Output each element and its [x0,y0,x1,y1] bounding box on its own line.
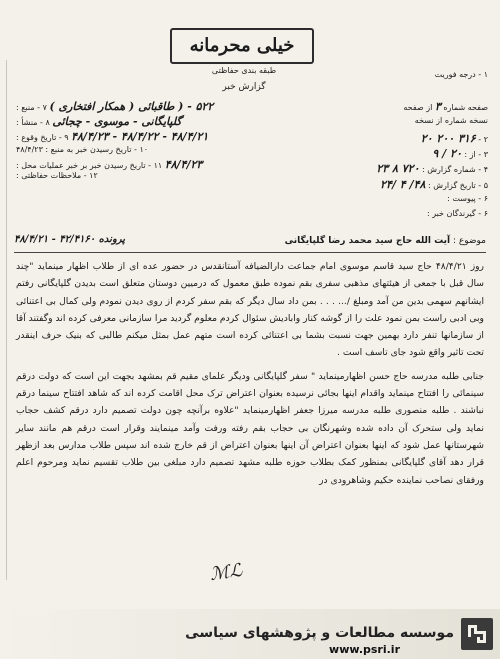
report-number-value: ۷۲۰ ۸ ۲۳ [376,162,420,175]
classification-label: طبقه بندی حفاظتی [211,66,277,75]
origin-value: گلپایگانی - موسوی - چجائی [52,115,182,128]
institute-logo-icon [460,617,494,651]
occurrence-date-label: ۹ - تاریخ وقوع : [16,133,69,142]
page-of-label: از [426,103,433,112]
operations-receipt-label: ۱۱ - تاریخ رسیدن خبر بر خبر عملیات محل : [16,161,163,170]
item-2-value: ۳۱۶ ۲۰۰ ۲۰ [420,132,476,145]
from-value: ۲۰ / ۹ [432,147,462,160]
report-body [16,258,484,609]
from-row [432,147,488,160]
margin-line [6,60,7,580]
copy-number-label: نسخه شماره [444,116,488,125]
security-notes-row: ۱۲ - ملاحظات حفاظتی : [16,171,98,180]
operations-receipt-value: ۴۸/۴/۲۳ [164,158,203,171]
report-date-label: ۵ - تاریخ گزارش : [427,181,488,190]
occurrence-date-row [16,130,208,143]
handwritten-signature: ℳℒ [208,559,244,586]
from-label: ۳ - از : [464,150,488,159]
page-number-row [403,100,488,113]
attachment-row: ۶ - پیوست : [447,194,488,203]
report-label: گزارش خبر [222,82,266,92]
subject-divider [14,252,486,253]
copy-of-label: از [436,116,443,125]
subject-label: موضوع : [452,236,486,246]
copy-label: نسخه [414,116,434,125]
footer-watermark [0,609,500,659]
occurrence-date-value: ۴۸/۴/۲۱ - ۴۸/۴/۲۲ - ۴۸/۴/۲۳ [71,130,209,143]
source-row [16,100,213,113]
copy-number-row [415,116,488,125]
page-number-label: صفحه شماره [443,103,488,112]
institute-title: موسسه مطالعات و پژوهشهای سیاسی [185,625,454,641]
origin-row [16,115,182,128]
source-value: ۵۲۲ - ( طاقبائی ( همکار افتخاری ) [49,100,214,113]
source-receipt-row: ۱۰ - تاریخ رسیدن خبر به منبع : ۴۸/۴/۲۳ [16,145,149,154]
item-2-label: ۲ - [475,135,488,144]
report-number-row [376,162,488,175]
subject-reference: پرونده ۴۲/۴۱۶۰ - ۴۸/۴/۲۱ [14,234,126,245]
page-number-value: ۳ [434,100,441,113]
body-paragraph: جنابی طلبه مدرسه حاج حسن اظهارمینماید " سفر گلپایگانی ودیگر علمای مقیم قم بمشهد بجهت این است که دولت درقم سینمائی را افتتاح مینماید واقدام اینها بجائی نرسیده بعنوان اعتراض ترک محل اقامت کرده اند که شاهد افتتاح سینما درقم نباشند . طلبه منصوری طلبه مدرسه میرزا جعفر اظهارمینماید "علاوه برآنچه چون دولت تصمیم دارد درقم کشف حجاب نماید ولی ستحرک آن داده شده وشهرنگان بی حجاب بقم رفته ورفت وآمد مینمایند وقرار است درقم هم مانند سایر شهرستانها عمل شود که اینها بعنوان اعتراض آن اینها بعنوان اعتراض از قم خارج شده اند سپس طلاب مدارس بعد ازظهر قرار دهد آقای گلپایگانی بمنظور کمک بطلاب حوزه طلبه مشهد تصمیم دارد مبلغی بین طلاب تقسیم نماید ومرحوم اعلم ورفقای نصاحب نماینده حکیم وشاهرودی در [16,370,484,486]
confidential-stamp: خیلی محرمانه [170,28,314,64]
body-paragraph: روز ۴۸/۴/۲۱ حاج سید قاسم موسوی امام جماعت دارالضیافه آستانقدس در حضور عده ای از طلاب اظهار مینماید "چند سال قبل با جمعی از هیئتهای مذهبی سفری بقم نموده طبق معمول که درمیین دوستان متعلق است بدیدن گلپایگانی رفتم ایشانهم سهمی بدین من آمد ومبلغ /... . . . بمن داد سال دیگر که بقم سفر کردم از روی دیدن نمودم ولی کمال بی اعتنائی وبی ادبی راست بمن نمود علت را از گوشه کنار وابادیش سئوال کردم معلوم گردید مرا سازمانی معرفی کرده اند وگفتند آقا از سازمانها تنفر دارد بهمین جهت نسبت بشما بی اعتنائی کرده است متهم عمل بمثل میکنم طالبی که بنیک حرف اینقدر تحت تاثیر واقع شود جای تاسف است . [16,261,484,359]
institute-url: www.psri.ir [329,643,400,656]
item-2-row [421,132,488,145]
operations-receipt-row [16,158,202,171]
report-date-row [380,178,488,191]
report-number-label: ۴ - شماره گزارش : [422,165,488,174]
page-label: صفحه [403,103,424,112]
priority-label: ۱ - درجه فوریت [434,70,488,79]
source-label: ۷ - منبع : [16,103,47,112]
subject-text: آیت الله حاج سید محمد رضا گلپایگانی [284,236,451,246]
origin-label: ۸ - منشأ : [16,118,50,127]
report-date-value: ۴۸/ ۴ /۲۴ [380,178,426,191]
recipients-row: ۶ - گیرندگان خبر : [426,209,488,218]
subject-row [14,236,486,246]
